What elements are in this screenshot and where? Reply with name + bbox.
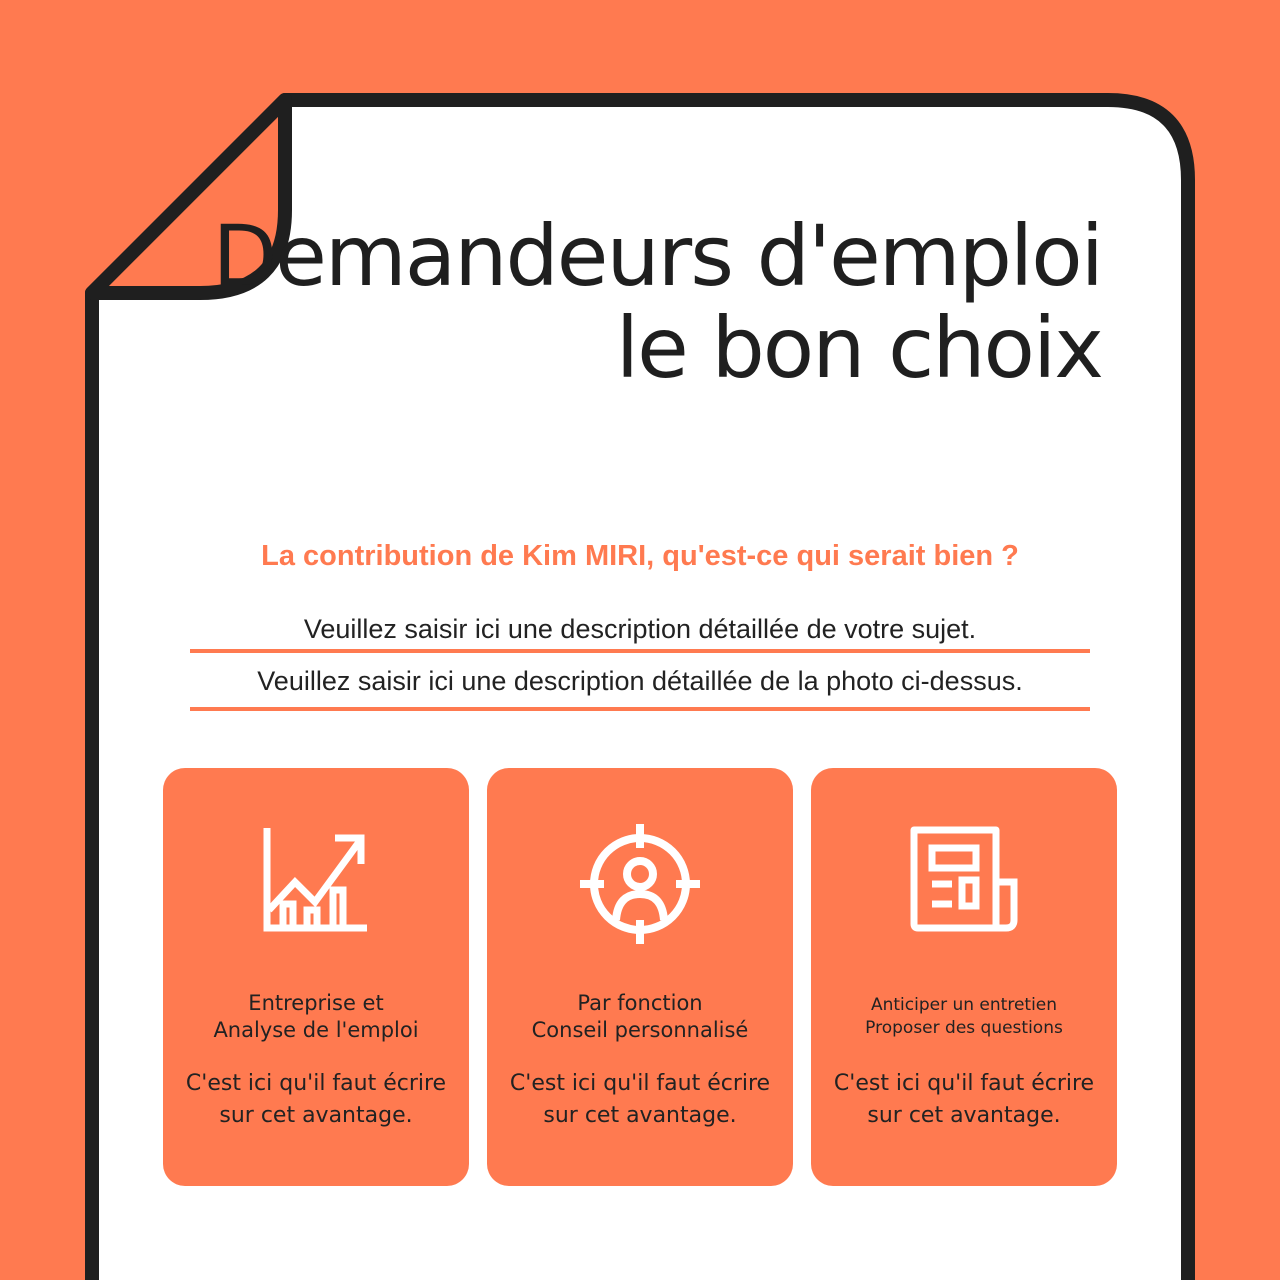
description-line-2: Veuillez saisir ici une description détaillée de la photo ci-dessus. bbox=[257, 666, 1023, 696]
page-title-line-2: le bon choix bbox=[615, 299, 1102, 397]
feature-card-analysis bbox=[163, 768, 469, 1186]
description-line-1: Veuillez saisir ici une description détaillée de votre sujet. bbox=[303, 614, 977, 644]
feature-card-interview bbox=[811, 768, 1117, 1186]
card-body-line-1: C'est ici qu'il faut écrire bbox=[833, 1071, 1095, 1096]
section-subtitle: La contribution de Kim MIRI, qu'est-ce qui serait bien ? bbox=[261, 540, 1019, 572]
card-body-line-2: sur cet avantage. bbox=[219, 1103, 413, 1128]
card-body-line-1: C'est ici qu'il faut écrire bbox=[509, 1071, 771, 1096]
growth-chart-icon bbox=[261, 824, 371, 934]
feature-card-advice bbox=[487, 768, 793, 1186]
target-person-icon bbox=[580, 824, 700, 944]
card-body-line-1: C'est ici qu'il faut écrire bbox=[185, 1071, 447, 1096]
card-title-line-1: Entreprise et bbox=[248, 991, 384, 1015]
card-title-line-2: Proposer des questions bbox=[865, 1018, 1063, 1038]
divider bbox=[190, 649, 1090, 653]
card-title-line-2: Conseil personnalisé bbox=[531, 1018, 749, 1042]
card-title-line-1: Par fonction bbox=[577, 991, 703, 1015]
page-title-line-1: Demandeurs d'emploi bbox=[212, 207, 1102, 305]
card-body-line-2: sur cet avantage. bbox=[543, 1103, 737, 1128]
card-title-line-1: Anticiper un entretien bbox=[870, 995, 1058, 1015]
card-body-line-2: sur cet avantage. bbox=[867, 1103, 1061, 1128]
newspaper-icon bbox=[908, 824, 1020, 936]
card-title-line-2: Analyse de l'emploi bbox=[213, 1018, 419, 1042]
divider bbox=[190, 707, 1090, 711]
